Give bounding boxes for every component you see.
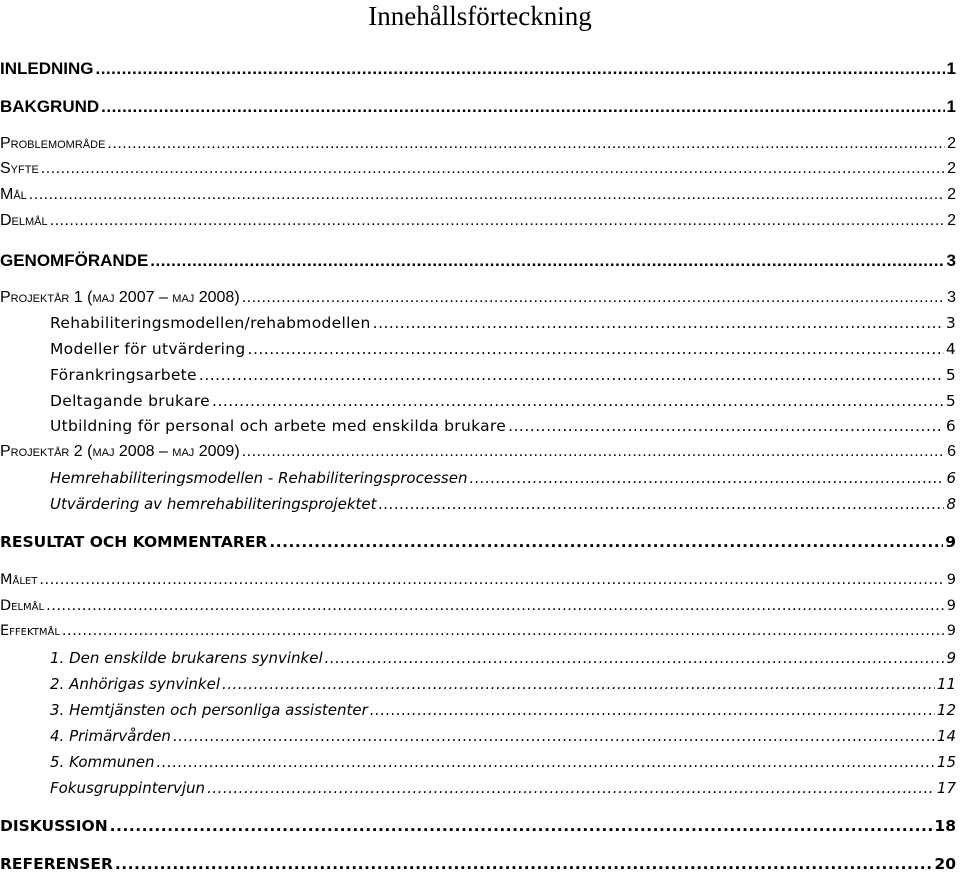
dot-leader [96,59,945,79]
dot-leader [370,701,935,719]
toc-entry-label: Utbildning för personal och arbete med enskilda brukare [50,417,507,435]
toc-entry-label: GENOMFÖRANDE [0,251,149,270]
toc-entry-label: Syfte [0,160,39,177]
dot-leader [46,598,945,614]
toc-entry-page: 2 [947,186,956,203]
toc-entry-label: Hemrehabiliteringsmodellen - Rehabiliteringsprocessen [50,469,468,487]
toc-entry-page: 20 [934,855,956,873]
dot-leader [41,160,945,178]
toc-entry-page: 14 [936,727,956,745]
toc-entry-modeller-for-utvardering[interactable] [0,340,956,364]
toc-entry-genomforande[interactable] [0,251,956,275]
toc-entry-page: 3 [946,251,956,270]
toc-entry-label: Problemområde [0,135,106,152]
toc-entry-label: Fokusgruppintervjun [50,779,206,797]
toc-entry-page: 12 [936,701,956,719]
toc-entry-label: 5. Kommunen [50,753,155,771]
toc-entry-label: Projektår 1 (maj 2007 – maj 2008) [0,289,240,306]
toc-entry-page: 9 [945,533,956,551]
dot-leader [379,495,945,513]
dot-leader [269,533,943,551]
dot-leader [101,97,944,117]
toc-entry-delmal[interactable] [0,212,956,236]
dot-leader [62,623,945,639]
toc-entry-label: 2. Anhörigas synvinkel [50,675,220,693]
toc-entry-label: DISKUSSION [0,817,108,835]
toc-entry-page: 9 [946,572,956,588]
toc-entry-label: RESULTAT OCH KOMMENTARER [0,533,268,551]
toc-entry-bakgrund[interactable] [0,97,956,121]
toc-entry-enskilde-brukaren[interactable] [0,649,956,673]
toc-entry-projektar-1[interactable] [0,289,956,313]
toc-entry-utvardering-projektet[interactable] [0,495,956,519]
toc-entry-label: Utvärdering av hemrehabiliteringsprojektet [50,495,377,513]
toc-entry-inledning[interactable] [0,59,956,83]
toc-entry-page: 18 [934,817,956,835]
toc-entry-page: 11 [936,675,956,693]
dot-leader [242,289,945,307]
toc-entry-page: 8 [946,495,956,513]
toc-entry-page: 2 [947,160,956,177]
toc-entry-page: 4 [945,340,956,358]
dot-leader [150,251,944,271]
toc-entry-hemtjansten[interactable] [0,701,956,725]
toc-entry-kommunen[interactable] [0,753,956,777]
toc-entry-syfte[interactable] [0,160,956,184]
toc-entry-page: 2 [947,212,956,229]
toc-entry-deltagande-brukare[interactable] [0,392,956,416]
toc-entry-label: 3. Hemtjänsten och personliga assistenter [50,701,368,719]
dot-leader [212,392,944,410]
toc-entry-malet[interactable] [0,572,956,596]
dot-leader [115,855,933,873]
toc-entry-forankringsarbete[interactable] [0,366,956,390]
toc-entry-page: 9 [946,623,956,639]
toc-entry-page: 9 [946,598,956,614]
dot-leader [29,186,945,204]
toc-entry-label: REFERENSER [0,855,113,873]
toc-entry-anhorigas[interactable] [0,675,956,699]
toc-entry-page: 1 [946,59,956,78]
toc-entry-label: Mål [0,186,27,203]
toc-entry-fokusgruppintervjun[interactable] [0,779,956,803]
toc-entry-page: 6 [946,469,956,487]
dot-leader [173,727,935,745]
toc-entry-delmal-2[interactable] [0,598,956,622]
dot-leader [325,649,945,667]
toc-entry-label: Modeller för utvärdering [50,340,246,358]
dot-leader [199,366,944,384]
dot-leader [469,469,944,487]
toc-entry-label: Rehabiliteringsmodellen/rehabmodellen [50,314,371,332]
toc-entry-label: 1. Den enskilde brukarens synvinkel [50,649,323,667]
toc-entry-label: Deltagande brukare [50,392,211,410]
toc-entry-page: 3 [945,314,956,332]
toc-entry-projektar-2[interactable] [0,443,956,467]
toc-entry-page: 17 [936,779,956,797]
toc-entry-label: Förankringsarbete [50,366,197,384]
toc-entry-rehabmodellen[interactable] [0,314,956,338]
toc-entry-page: 15 [936,753,956,771]
dot-leader [508,417,944,435]
toc-entry-page: 6 [945,417,956,435]
toc-entry-page: 3 [947,289,956,306]
toc-entry-effektmal[interactable] [0,623,956,647]
toc-entry-page: 5 [945,366,956,384]
toc-entry-page: 1 [946,97,956,116]
dot-leader [157,753,935,771]
toc-entry-referenser[interactable] [0,855,956,879]
dot-leader [50,212,945,230]
toc-entry-page: 5 [945,392,956,410]
toc-entry-problemomrade[interactable] [0,135,956,159]
toc-entry-label: INLEDNING [0,59,94,78]
toc-entry-resultat[interactable] [0,533,956,557]
toc-entry-label: Delmål [0,598,45,614]
toc-entry-utbildning[interactable] [0,417,956,441]
toc-entry-label: 4. Primärvården [50,727,171,745]
toc-entry-label: Effektmål [0,623,60,639]
toc-entry-label: BAKGRUND [0,97,100,116]
toc-entry-label: Delmål [0,212,48,229]
dot-leader [222,675,935,693]
toc-entry-label: Projektår 2 (maj 2008 – maj 2009) [0,443,240,460]
dot-leader [207,779,935,797]
dot-leader [248,340,944,358]
toc-entry-page: 9 [946,649,956,667]
toc-entry-diskussion[interactable] [0,817,956,841]
toc-entry-primarvarden[interactable] [0,727,956,751]
dot-leader [110,817,933,835]
toc-entry-hemrehabiliteringsmodellen[interactable] [0,469,956,493]
dot-leader [373,314,944,332]
toc-title: Innehållsförteckning [368,1,592,31]
dot-leader [39,572,944,588]
toc-entry-label: Målet [0,572,38,588]
toc-entry-page: 2 [947,135,956,152]
dot-leader [107,135,945,153]
toc-entry-page: 6 [947,443,956,460]
dot-leader [242,443,945,461]
toc-entry-mal[interactable] [0,186,956,210]
